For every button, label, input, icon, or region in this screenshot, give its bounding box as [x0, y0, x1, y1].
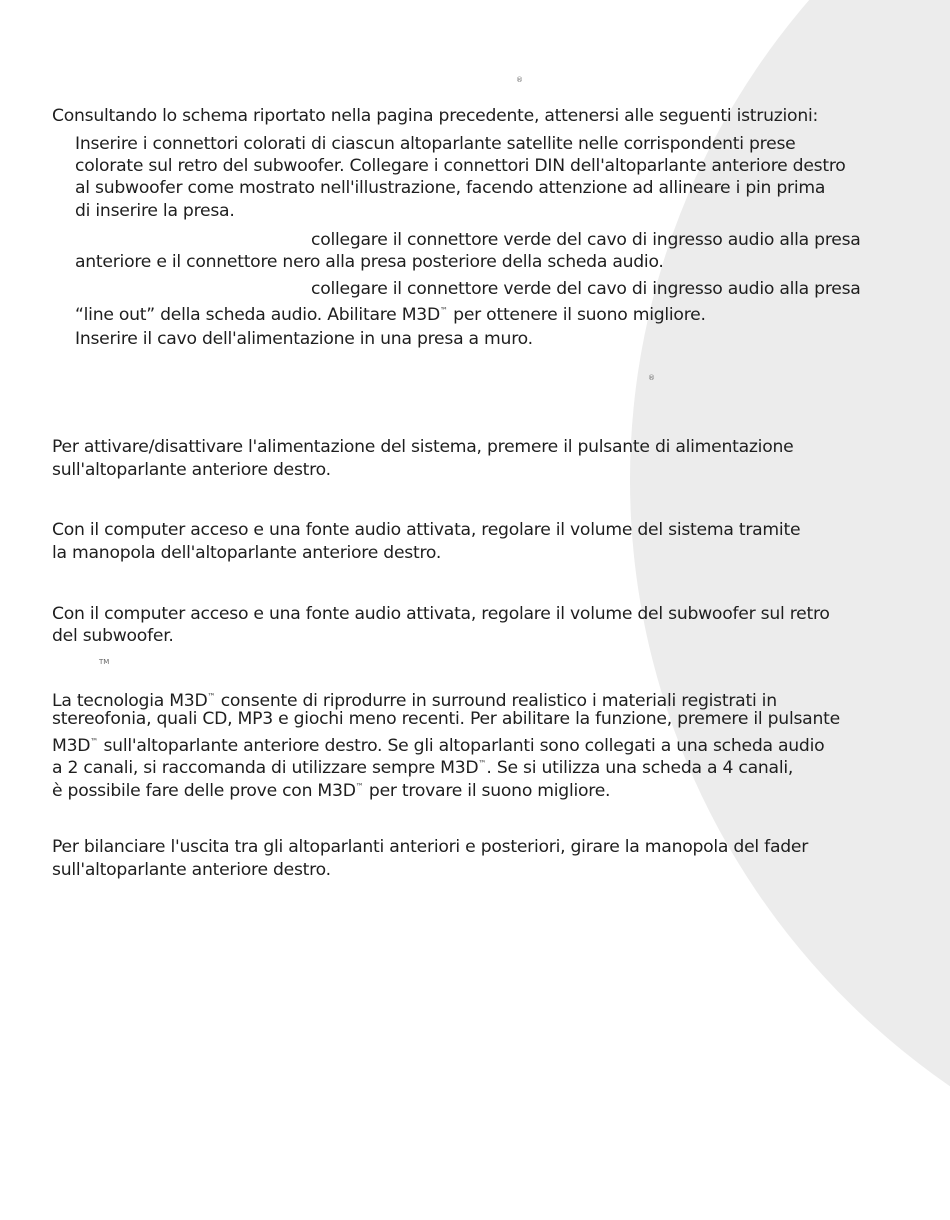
setup-step2-line: anteriore e il connettore nero alla presa posteriore della scheda audio. [75, 252, 664, 272]
fader-line: Per bilanciare l'uscita tra gli altoparlanti anteriori e posteriori, girare la manopola del fader [52, 837, 809, 857]
registered-mark: ® [648, 374, 655, 382]
setup-step1-line: di inserire la presa. [75, 201, 235, 221]
volume-line: la manopola dell'altoparlante anteriore destro. [52, 543, 442, 563]
setup-step1-line: al subwoofer come mostrato nell'illustrazione, facendo attenzione ad allineare i pin prima [75, 178, 826, 198]
power-line: Per attivare/disattivare l'alimentazione del sistema, premere il pulsante di alimentazione [52, 437, 794, 457]
trademark-mark: ™ [207, 692, 216, 701]
m3d-text: consente di riprodurre in surround realistico i materiali registrati in [220, 691, 777, 711]
tm-mark: TM [99, 658, 110, 666]
fader-line: sull'altoparlante anteriore destro. [52, 860, 331, 880]
m3d-line [52, 776, 610, 803]
subwoofer-line: Con il computer acceso e una fonte audio attivata, regolare il volume del subwoofer sul retro [52, 604, 830, 624]
m3d-text: a 2 canali, si raccomanda di utilizzare sempre M3D [52, 758, 479, 778]
trademark-mark: ™ [90, 737, 99, 746]
m3d-text: è possibile fare delle prove con M3D [52, 781, 356, 801]
m3d-text: M3D [52, 736, 91, 756]
m3d-text: sull'altoparlante anteriore destro. Se gli altoparlanti sono collegati a una scheda audio [103, 736, 825, 756]
setup-step1-line: colorate sul retro del subwoofer. Collegare i connettori DIN dell'altoparlante anteriore destro [75, 156, 846, 176]
m3d-text: . Se si utilizza una scheda a 4 canali, [486, 758, 794, 778]
setup-intro: Consultando lo schema riportato nella pagina precedente, attenersi alle seguenti istruzioni: [52, 106, 819, 126]
trademark-mark: ™ [478, 759, 487, 768]
setup-step4: Inserire il cavo dell'alimentazione in una presa a muro. [75, 329, 533, 349]
power-line: sull'altoparlante anteriore destro. [52, 460, 331, 480]
trademark-mark: ™ [355, 782, 364, 791]
subwoofer-line: del subwoofer. [52, 626, 174, 646]
step3-text-a: “line out” della scheda audio. Abilitare M3D [75, 305, 440, 325]
volume-line: Con il computer acceso e una fonte audio attivata, regolare il volume del sistema tramite [52, 520, 801, 540]
m3d-text: La tecnologia M3D [52, 691, 208, 711]
m3d-line: stereofonia, quali CD, MP3 e giochi meno recenti. Per abilitare la funzione, premere il pulsante [52, 709, 840, 729]
setup-step3-line: collegare il connettore verde del cavo di ingresso audio alla presa [311, 279, 861, 299]
m3d-text: per trovare il suono migliore. [368, 781, 611, 801]
setup-step3-line [75, 300, 706, 327]
registered-mark: ® [516, 76, 523, 84]
trademark-mark: ™ [439, 306, 448, 315]
step3-text-b: per ottenere il suono migliore. [453, 305, 706, 325]
setup-step2-line: collegare il connettore verde del cavo di ingresso audio alla presa [311, 230, 861, 250]
setup-step1-line: Inserire i connettori colorati di ciascun altoparlante satellite nelle corrispondenti prese [75, 134, 796, 154]
